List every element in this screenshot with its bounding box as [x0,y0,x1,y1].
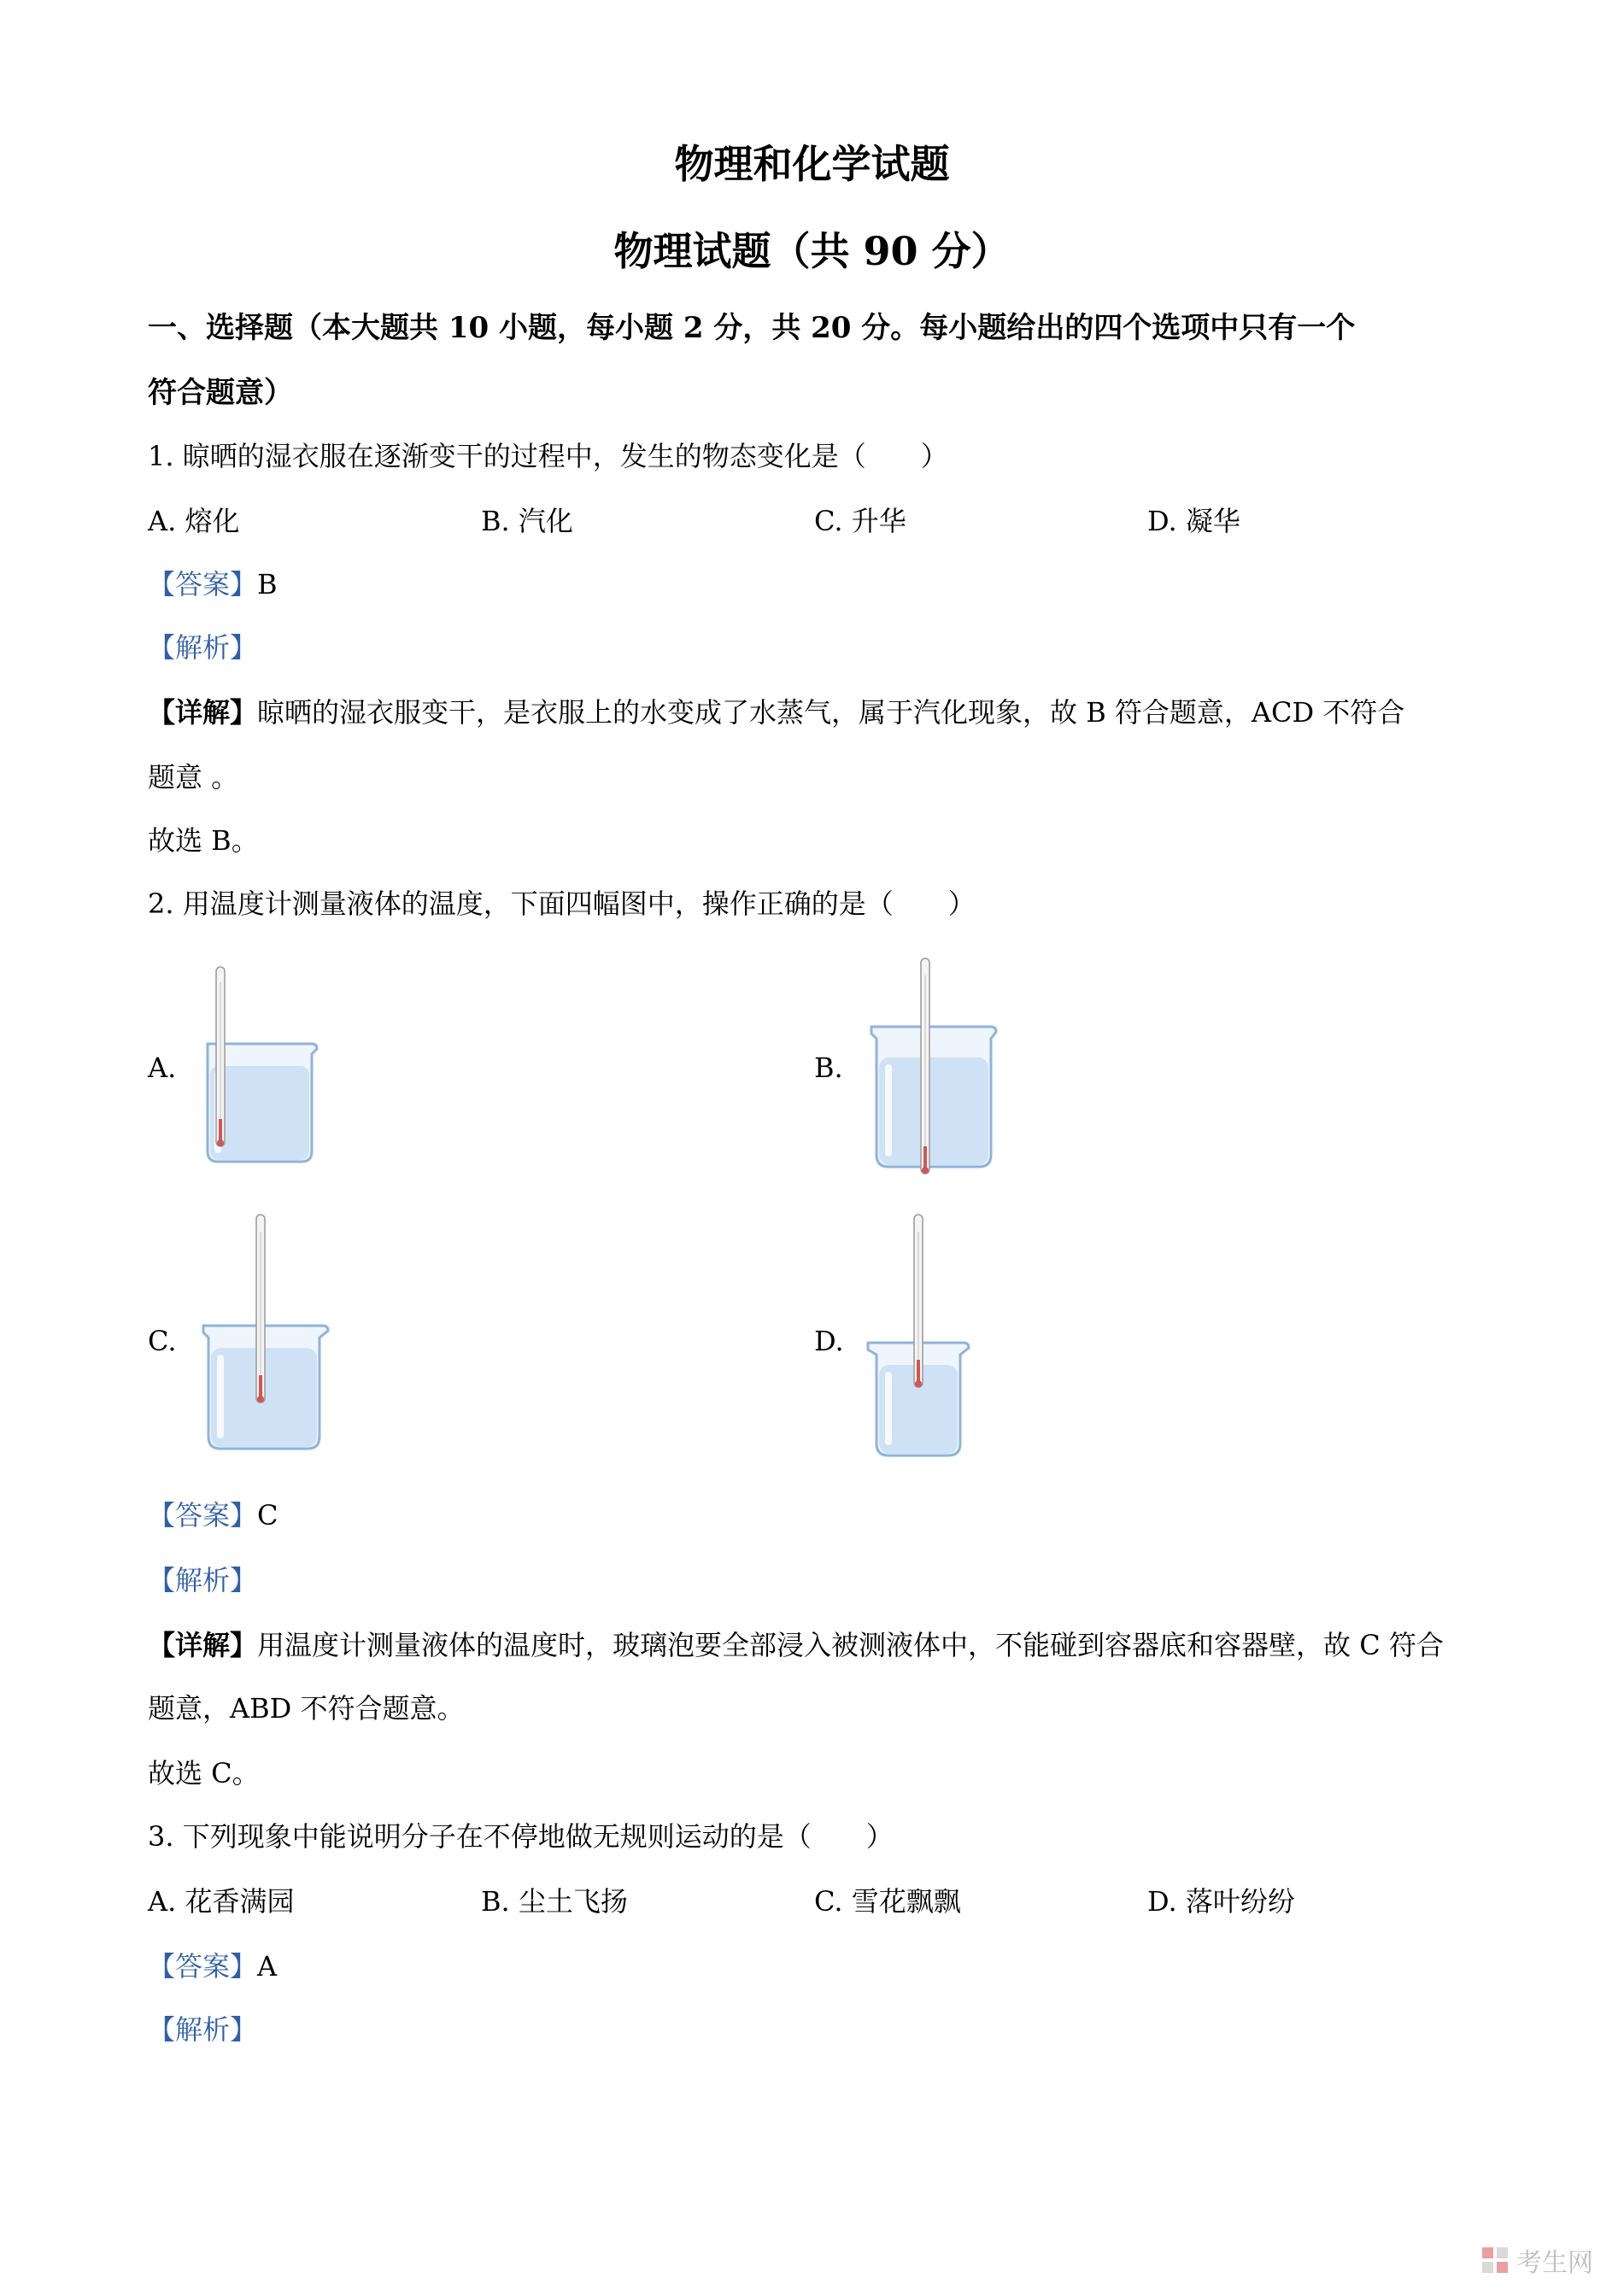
q2-detail-tag: 【详解】 [148,1629,258,1661]
q2-figure-d-beaker-thermometer [863,1213,974,1461]
q3-answer [148,1948,277,1985]
q3-option-b: B. 尘土飞扬 [481,1885,628,1918]
q2-conclusion: 故选 C。 [148,1757,260,1789]
q2-figure-a-beaker-thermometer [192,965,329,1170]
q2-stem: 2. 用温度计测量液体的温度，下面四幅图中，操作正确的是（ ） [148,887,976,920]
q1-answer [148,565,278,603]
q1-detail-line2: 题意 。 [148,761,239,794]
q2-analysis [148,1561,257,1599]
q2-detail-text: 用温度计测量液体的温度时，玻璃泡要全部浸入被测液体中，不能碰到容器底和容器壁，故 C 符合 [257,1629,1444,1661]
q1-option-d: D. 凝华 [1147,505,1240,537]
q1-analysis [148,629,257,666]
q3-option-d: D. 落叶纷纷 [1147,1885,1295,1918]
q2-detail-line2: 题意，ABD 不符合题意。 [148,1692,465,1725]
q2-figure-c-beaker-thermometer [195,1213,331,1456]
q1-analysis-tag: 【解析】 [148,631,258,664]
page-subtitle: 物理试题（共 90 分） [613,228,1011,274]
q1-detail-tag: 【详解】 [148,696,258,729]
q2-figure-a-label: A. [148,1051,177,1084]
q1-option-b: B. 汽化 [481,505,573,537]
q3-analysis [148,2011,257,2048]
q1-stem: 1. 晾晒的湿衣服在逐渐变干的过程中，发生的物态变化是（ ） [148,440,948,472]
q1-answer-value: B [257,568,278,600]
q2-figure-c-label: C. [148,1325,177,1357]
q3-answer-tag: 【答案】 [148,1950,258,1983]
q3-stem: 3. 下列现象中能说明分子在不停地做无规则运动的是（ ） [148,1820,894,1853]
page-title: 物理和化学试题 [674,141,950,187]
q2-answer-value: C [257,1499,278,1532]
q1-detail-line1 [148,694,1404,731]
watermark-text: 考生网 [1516,2248,1593,2278]
section-heading-line1: 一、选择题（本大题共 10 小题，每小题 2 分，共 20 分。每小题给出的四个选项中只有一个 [148,311,1356,345]
q1-option-c: C. 升华 [814,505,906,537]
q3-option-a: A. 花香满园 [148,1885,295,1918]
q3-option-c: C. 雪花飘飘 [814,1885,961,1918]
q1-option-a: A. 熔化 [148,505,240,537]
section-heading-line2: 符合题意） [148,376,293,410]
q2-answer [148,1496,278,1534]
q1-conclusion: 故选 B。 [148,824,259,857]
q3-analysis-tag: 【解析】 [148,2013,258,2046]
q2-answer-tag: 【答案】 [148,1499,258,1532]
q2-detail-line1 [148,1626,1444,1664]
watermark-icon [1480,2246,1510,2275]
q2-figure-b-label: B. [814,1051,843,1084]
q2-figure-d-label: D. [814,1325,844,1357]
q2-analysis-tag: 【解析】 [148,1564,258,1596]
q1-detail-text: 晾晒的湿衣服变干，是衣服上的水变成了水蒸气，属于汽化现象，故 B 符合题意，ACD 不符合 [257,696,1405,729]
watermark-logo [1480,2241,1593,2279]
q2-figure-b-beaker-thermometer [863,957,1008,1179]
q1-answer-tag: 【答案】 [148,568,258,600]
q3-answer-value: A [257,1950,278,1983]
